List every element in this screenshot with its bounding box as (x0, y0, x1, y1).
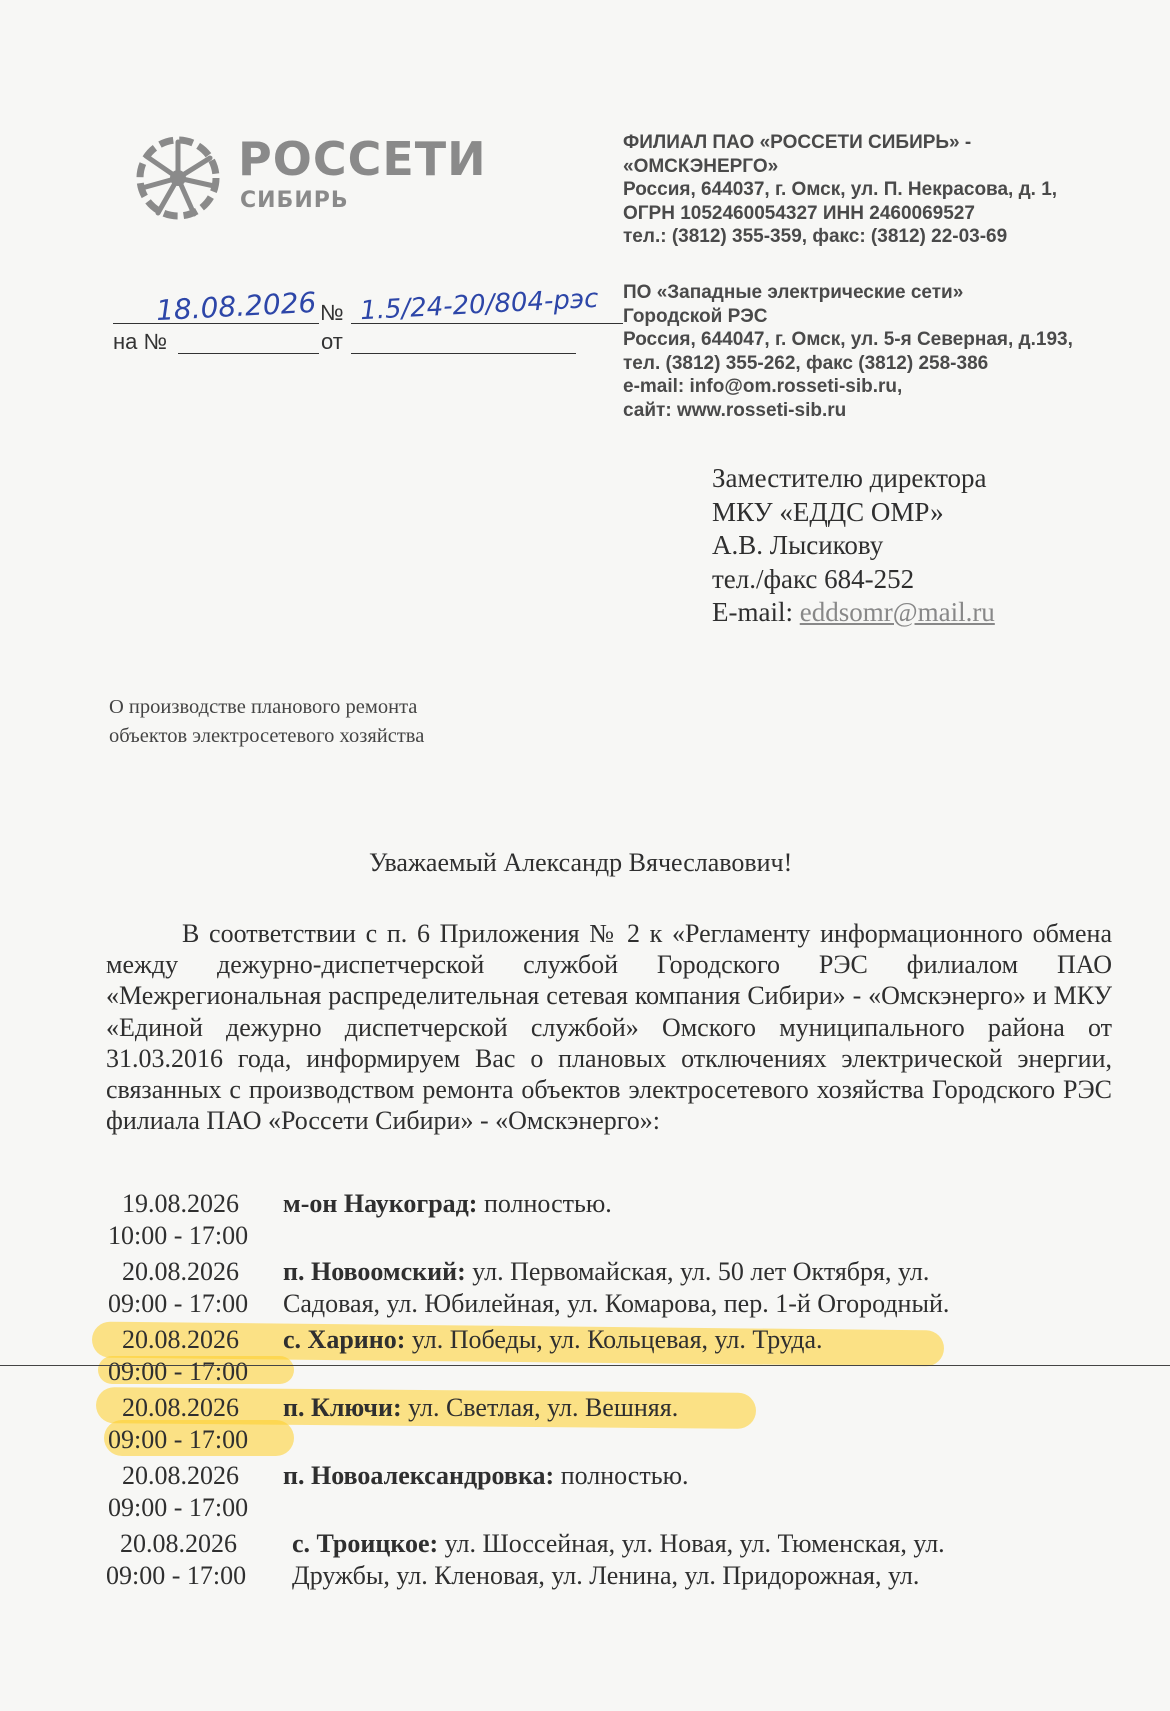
outage-place: п. Ключи: (283, 1393, 402, 1422)
from-underline (351, 353, 576, 354)
addressee-email-line (712, 596, 995, 630)
outage-date: 19.08.2026 (122, 1189, 239, 1218)
branch-header-line: Городской РЭС (623, 305, 768, 327)
org-header (623, 131, 1057, 249)
subject (109, 693, 424, 751)
branch-header-line: ПО «Западные электрические сети» (623, 282, 964, 303)
outage-streets: полностью. (477, 1189, 612, 1218)
number-label: № (320, 300, 344, 325)
branch-header-line: e-mail: info@om.rosseti-sib.ru, (623, 376, 903, 397)
outage-time: 09:00 - 17:00 (108, 1288, 249, 1318)
addressee-line: А.В. Лысикову (712, 530, 884, 560)
outage-time: 09:00 - 17:00 (108, 1424, 249, 1454)
branch-header-line: сайт: www.rosseti-sib.ru (623, 399, 847, 421)
subject-line: О производстве планового ремонта (109, 696, 418, 718)
addressee-block (712, 462, 995, 630)
outage-streets: полностью. (554, 1461, 689, 1490)
rosseti-logo (128, 122, 487, 222)
outage-streets-cont: Садовая, ул. Юбилейная, ул. Комарова, пер. 1-й Огородный. (283, 1288, 950, 1318)
outage-place: п. Новоомский: (283, 1257, 466, 1286)
addressee-line: тел./факс 684-252 (712, 563, 915, 594)
number-underline (351, 323, 623, 324)
org-header-line: ОГРН 1052460054327 ИНН 2460069527 (623, 202, 975, 224)
handwritten-number: 1.5/24-20/804-рэс (359, 283, 600, 327)
logo-name: РОССЕТИ (238, 132, 487, 186)
outage-date: 20.08.2026 (122, 1461, 239, 1490)
outage-place: м-он Наукоград: (283, 1189, 478, 1218)
branch-header-line: тел. (3812) 355-262, факс (3812) 258-386 (623, 352, 989, 374)
outage-place: с. Троицкое: (292, 1529, 439, 1558)
org-header-line: тел.: (3812) 355-359, факс: (3812) 22-03-69 (623, 226, 1008, 247)
outage-time: 09:00 - 17:00 (108, 1356, 249, 1386)
org-header-line: Россия, 644037, г. Омск, ул. П. Некрасова, д. 1, (623, 179, 1058, 200)
branch-header (623, 281, 1073, 422)
date-underline (113, 323, 319, 324)
handwritten-date: 18.08.2026 (155, 285, 318, 328)
salutation: Уважаемый Александр Вячеславович! (369, 848, 793, 877)
ref-label: на № (113, 329, 168, 354)
email-link[interactable]: eddsomr@mail.ru (799, 597, 995, 627)
outage-date: 20.08.2026 (122, 1325, 239, 1354)
addressee-line: Заместителю директора (712, 463, 987, 493)
outage-streets: ул. Светлая, ул. Вешняя. (401, 1393, 679, 1422)
outage-place: п. Новоалександровка: (283, 1461, 555, 1490)
outage-date: 20.08.2026 (120, 1529, 237, 1558)
subject-line: объектов электросетевого хозяйства (109, 725, 425, 747)
outage-date: 20.08.2026 (122, 1257, 239, 1286)
outage-time: 09:00 - 17:00 (106, 1560, 247, 1590)
outage-date: 20.08.2026 (122, 1393, 239, 1422)
outage-streets: ул. Первомайская, ул. 50 лет Октября, ул. (465, 1257, 930, 1286)
outage-streets: ул. Победы, ул. Кольцевая, ул. Труда. (405, 1325, 823, 1354)
addressee-line: МКУ «ЕДДС ОМР» (712, 496, 944, 527)
outage-streets-cont: Дружбы, ул. Кленовая, ул. Ленина, ул. Придорожная, ул. (292, 1560, 920, 1590)
scan-fold-line (0, 1365, 1170, 1366)
outage-streets: ул. Шоссейная, ул. Новая, ул. Тюменская, ул. (438, 1529, 945, 1558)
body-paragraph: В соответствии с п. 6 Приложения № 2 к «Регламенту информационного обмена между дежурно-диспетчерской службой Городского РЭС филиалом ПАО «Межрегиональная распределительная сетевая компания Сибири» - «Омскэнерго» и МКУ «Единой дежурно диспетчерской службой» Омского муниципального района от 31.03.2016 года, информируем Вас о плановых отключениях электрической энергии, связанных с производством ремонта объектов электросетевого хозяйства Городского РЭС филиала ПАО «Россети Сибири» - «Омскэнерго»: (106, 919, 1112, 1136)
branch-header-line: Россия, 644047, г. Омск, ул. 5-я Северная, д.193, (623, 329, 1073, 350)
from-label: от (321, 329, 343, 354)
logo-emblem-icon (128, 128, 228, 228)
outage-place: с. Харино: (283, 1325, 406, 1354)
org-header-line: ФИЛИАЛ ПАО «РОССЕТИ СИБИРЬ» - (623, 132, 972, 153)
outage-time: 10:00 - 17:00 (108, 1220, 249, 1250)
outage-time: 09:00 - 17:00 (108, 1492, 249, 1522)
logo-subtitle: СИБИРЬ (240, 188, 349, 213)
org-header-line: «ОМСКЭНЕРГО» (623, 155, 779, 177)
ref-underline (178, 353, 319, 354)
email-label: E-mail: (712, 597, 793, 627)
